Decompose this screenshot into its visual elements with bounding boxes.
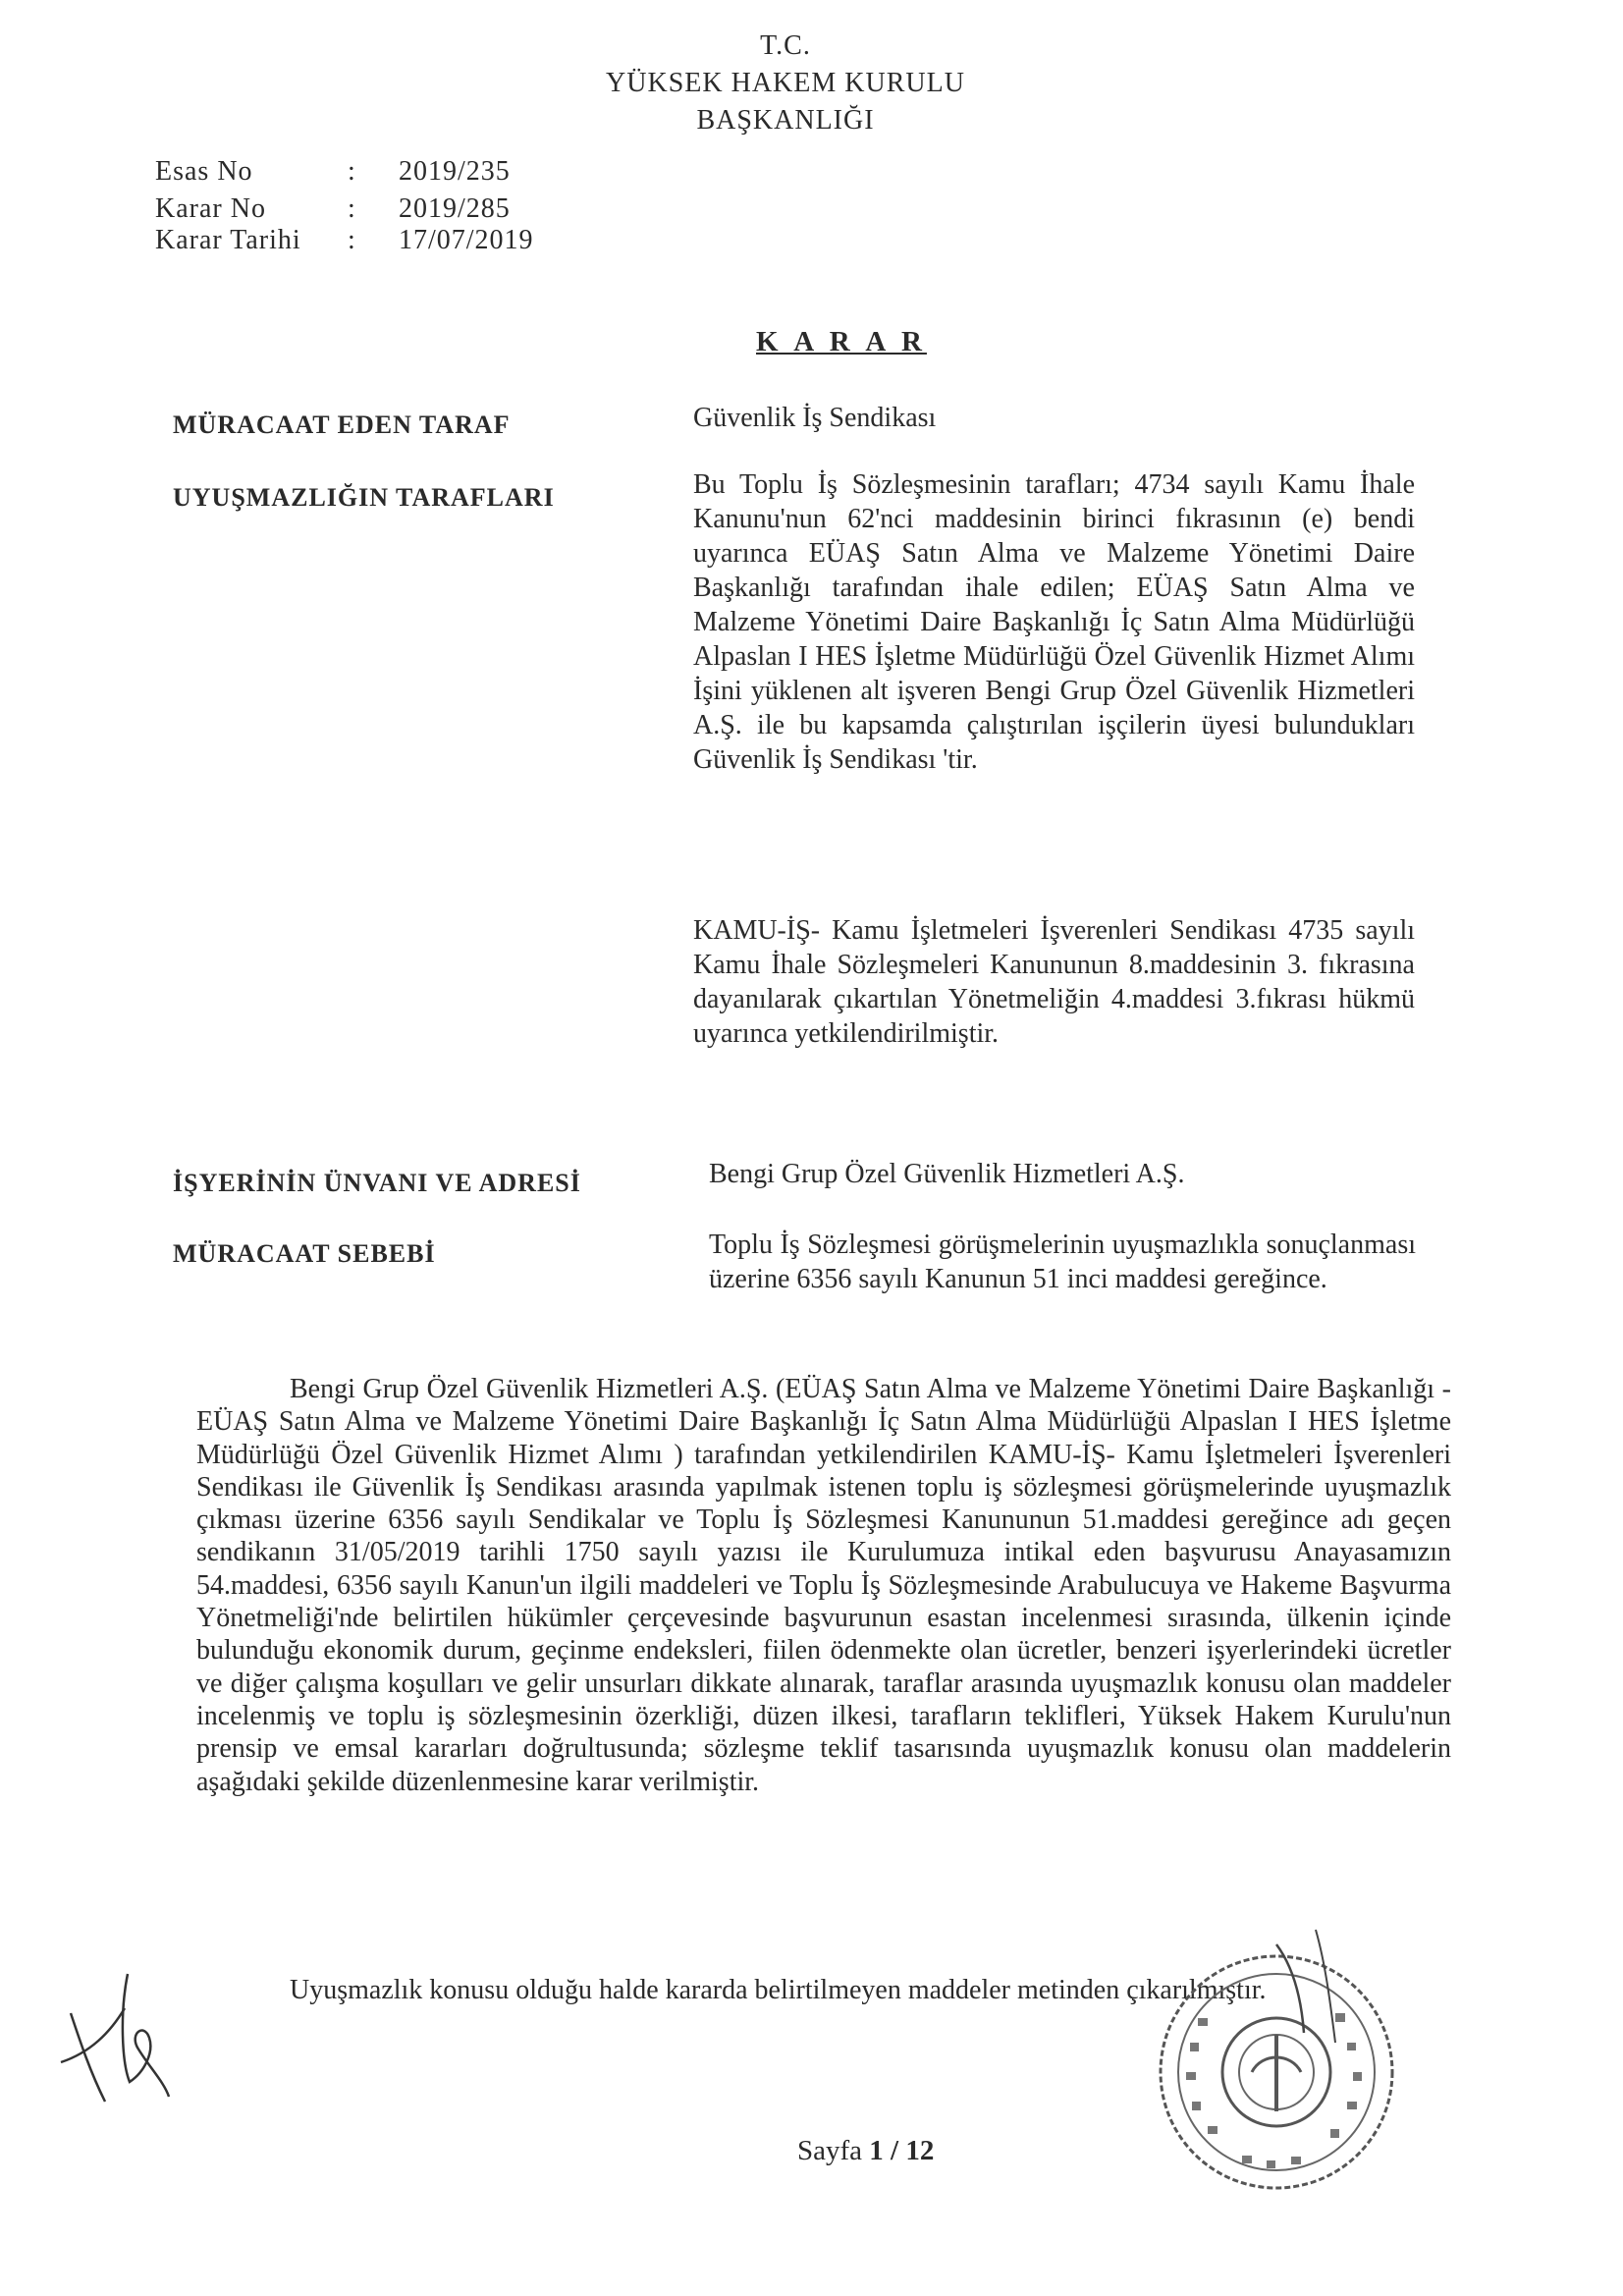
body-paragraph-1: Bengi Grup Özel Güvenlik Hizmetleri A.Ş. (EÜAŞ Satın Alma ve Malzeme Yönetimi Daire Başkanlığı - EÜAŞ Satın Alma ve Malzeme Yönetimi Daire Başkanlığı İç Satın Alma Müdürlüğü Alpaslan I HES İşletme Müdürlüğü Özel Güvenlik Hizmet Alımı ) tarafından yetkilendirilen KAMU-İŞ- Kamu İşletmeleri İşverenleri Sendikası ile Güvenlik İş Sendikası arasında yapılmak istenen toplu iş sözleşmesi görüşmelerinde uyuşmazlık çıkması üzerine 6356 sayılı Sendikalar ve Toplu İş Sözleşmesi Kanununun 51.maddesi gereğince adı geçen sendikanın 31/05/2019 tarihli 1750 sayılı yazısı ile Kurulumuza intikal eden başvurusu Anayasamızın 54.maddesi, 6356 sayılı Kanun'un ilgili maddeleri ve Toplu İş Sözleşmesinde Arabulucuya ve Hakeme Başvurma Yönetmeliği'nde belirtilen hükümler çerçevesinde başvurunun esastan incelenmesi sırasında, ülkenin içinde bulunduğu ekonomik durum, geçinme endeksleri, fiilen ödenmekte olan ücretler, benzeri işyerlerindeki ücretler ve diğer çalışma koşulları ve gelir unsurları dikkate alınarak, taraflar arasında uyuşmazlık konusu olan maddeler incelenmiş ve toplu iş sözleşmesinin özerkliği, düzen ilkesi, tarafların teklifleri, Yüksek Hakem Kurulu'nun prensip ve emsal kararları doğrultusunda; sözleşme teklif tasarısında uyuşmazlık konusu olan maddelerin aşağıdaki şekilde düzenlenmesine karar verilmiştir.	[196, 1374, 1451, 1797]
meta-key: Esas No	[155, 156, 253, 187]
footer-page-number: 1 / 12	[869, 2135, 935, 2166]
value-taraflar-2: KAMU-İŞ- Kamu İşletmeleri İşverenleri Sendikası 4735 sayılı Kamu İhale Sözleşmeleri Kanununun 8.maddesinin 3. fıkrasına dayanılarak çıkartılan Yönetmeliğin 4.maddesi 3.fıkrası hükmü uyarınca yetkilendirilmiştir.	[693, 915, 1415, 1049]
footer-prefix: Sayfa	[797, 2135, 863, 2166]
meta-esas-no	[155, 155, 511, 189]
body-paragraph-2: Uyuşmazlık konusu olduğu halde kararda belirtilmeyen maddeler metinden çıkarılmıştır.	[290, 1975, 1267, 2005]
meta-key: Karar No	[155, 193, 266, 224]
label-taraflar: UYUŞMAZLIĞIN TARAFLARI	[173, 483, 555, 512]
meta-value: 17/07/2019	[399, 225, 534, 255]
header-institution: YÜKSEK HAKEM KURULU	[606, 68, 965, 98]
value-isyeri: Bengi Grup Özel Güvenlik Hizmetleri A.Ş.	[709, 1159, 1185, 1189]
label-muracaat-sebebi: MÜRACAAT SEBEBİ	[173, 1239, 436, 1268]
document-title: K A R A R	[756, 326, 927, 357]
meta-karar-tarihi	[155, 224, 534, 257]
meta-colon: :	[348, 156, 355, 187]
value-taraflar-1: Bu Toplu İş Sözleşmesinin tarafları; 4734 sayılı Kamu İhale Kanunu'nun 62'nci maddesinin birinci fıkrasının (e) bendi uyarınca EÜAŞ Satın Alma ve Malzeme Yönetimi Daire Başkanlığı tarafından ihale edilen; EÜAŞ Satın Alma ve Malzeme Yönetimi Daire Başkanlığı İç Satın Alma Müdürlüğü Alpaslan I HES İşletme Müdürlüğü Özel Güvenlik Hizmet Alımı İşini yüklenen alt işveren Bengi Grup Özel Güvenlik Hizmetleri A.Ş. ile bu kapsamda çalıştırılan işçilerin üyesi bulundukları Güvenlik İş Sendikası 'tir.	[693, 469, 1415, 775]
page-footer	[797, 2135, 934, 2167]
value-muracaat-sebebi: Toplu İş Sözleşmesi görüşmelerinin uyuşmazlıkla sonuçlanması üzerine 6356 sayılı Kanunun 51 inci maddesi gereğince.	[709, 1230, 1416, 1294]
meta-value: 2019/235	[399, 156, 511, 187]
meta-colon: :	[348, 225, 355, 255]
header-presidency: BAŞKANLIĞI	[696, 105, 875, 136]
official-seal-stamp-icon	[1129, 1925, 1414, 2210]
header-tc: T.C.	[760, 30, 811, 61]
label-muracaat-eden: MÜRACAAT EDEN TARAF	[173, 410, 511, 439]
meta-colon: :	[348, 193, 355, 224]
meta-karar-no	[155, 192, 511, 226]
meta-key: Karar Tarihi	[155, 225, 301, 255]
signature-mark-icon	[51, 1954, 179, 2131]
meta-value: 2019/285	[399, 193, 511, 224]
label-isyeri: İŞYERİNİN ÜNVANI VE ADRESİ	[173, 1169, 581, 1197]
value-muracaat-eden: Güvenlik İş Sendikası	[693, 403, 937, 433]
